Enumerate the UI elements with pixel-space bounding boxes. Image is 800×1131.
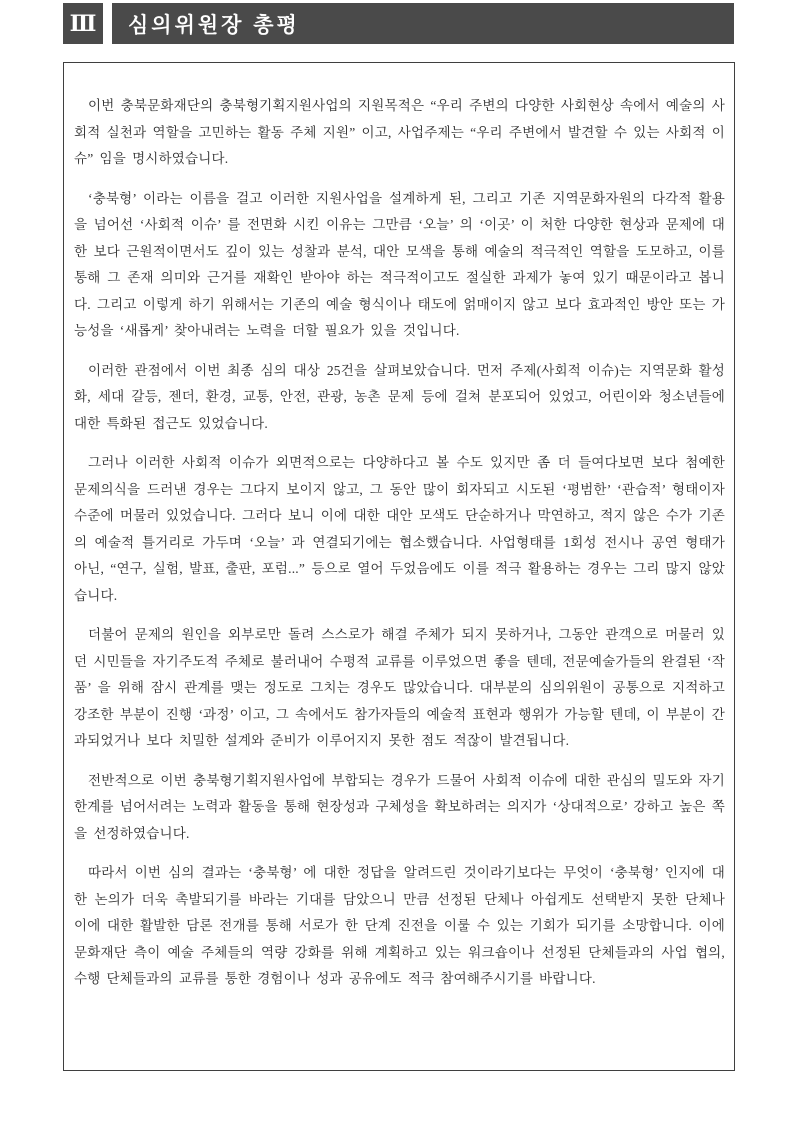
section-header (63, 3, 734, 44)
review-paragraph-purpose: 이번 충북문화재단의 충북형기획지원사업의 지원목적은 “우리 주변의 다양한 사회현상 속에서 예술의 사회적 실천과 역할을 고민하는 활동 주체 지원” 이고, 사업주제는 “우리 주변에서 발견할 수 있는 사회적 이슈” 임을 명시하였습니다. (74, 98, 725, 166)
section-number-box (63, 3, 103, 44)
section-title-bar (112, 3, 734, 44)
review-paragraph-background: ‘충북형’ 이라는 이름을 걸고 이러한 지원사업을 설계하게 된, 그리고 기존 지역문화자원의 다각적 활용을 넘어선 ‘사회적 이슈’ 를 전면화 시킨 이유는 그만큼 ‘오늘’ 의 ‘이곳’ 이 처한 다양한 현상과 문제에 대한 보다 근원적이면서도 깊이 있는 성찰과 분석, 대안 모색을 통해 예술의 적극적인 역할을 도모하고, 이를 통해 그 존재 의미와 근거를 재확인 받아야 하는 적극적이고도 절실한 과제가 놓여 있기 때문이라고 봅니다. 그리고 이렇게 하기 위해서는 기존의 예술 형식이나 태도에 얽매이지 않고 보다 효과적인 방안 또는 가능성을 ‘새롭게’ 찾아내려는 노력을 더할 필요가 있을 것입니다. (74, 190, 725, 338)
section-number: Ⅲ (69, 10, 97, 36)
chair-review-box (63, 62, 735, 1071)
review-paragraph-process: 더불어 문제의 원인을 외부로만 돌려 스스로가 해결 주체가 되지 못하거나, 그동안 관객으로 머물러 있던 시민들을 자기주도적 주체로 불러내어 수평적 교류를 이루었으면 좋을 텐데, 전문예술가들의 완결된 ‘작품’ 을 위해 잠시 관계를 맺는 정도로 그치는 경우도 많았습니다. 대부분의 심의위원이 공통으로 지적하고 강조한 부분이 진행 ‘과정’ 이고, 그 속에서도 참가자들의 예술적 표현과 행위가 가능할 텐데, 이 부분이 간과되었거나 보다 치밀한 설계와 준비가 이루어지지 못한 점도 적잖이 발견됩니다. (74, 627, 725, 748)
review-paragraph-closing: 따라서 이번 심의 결과는 ‘충북형’ 에 대한 정답을 알려드린 것이라기보다는 무엇이 ‘충북형’ 인지에 대한 논의가 더욱 촉발되기를 바라는 기대를 담았으니 만큼 선정된 단체나 아쉽게도 선택받지 못한 단체나 이에 대한 활발한 담론 전개를 통해 서로가 한 단계 진전을 이룰 수 있는 기회가 되기를 소망합니다. 이에 문화재단 측이 예술 주체들의 역량 강화를 위해 계획하고 있는 워크숍이나 선정된 단체들과의 사업 협의, 수행 단체들과의 교류를 통한 경험이나 성과 공유에도 적극 참여해주시기를 바랍니다. (74, 865, 725, 986)
review-paragraph-critique: 그러나 이러한 사회적 이슈가 외면적으로는 다양하다고 볼 수도 있지만 좀 더 들여다보면 보다 첨예한 문제의식을 드러낸 경우는 그다지 보이지 않고, 그 동안 많이 회자되고 시도된 ‘평범한’ ‘관습적’ 형태이자 수준에 머물러 있었습니다. 그러다 보니 이에 대한 대안 모색도 단순하거나 막연하고, 적지 않은 수가 기존의 예술적 틀거리로 가두며 ‘오늘’ 과 연결되기에는 협소했습니다. 사업형태를 1회성 전시나 공연 형태가 아닌, “연구, 실험, 발표, 출판, 포럼...” 등으로 열어 두었음에도 이를 적극 활용하는 경우는 그리 많지 않았습니다. (74, 455, 725, 603)
section-title: 심의위원장 총평 (128, 13, 300, 37)
review-paragraph-selection: 전반적으로 이번 충북형기획지원사업에 부합되는 경우가 드물어 사회적 이슈에 대한 관심의 밀도와 자기 한계를 넘어서려는 노력과 활동을 통해 현장성과 구체성을 확보하려는 의지가 ‘상대적으로’ 강하고 높은 쪽을 선정하였습니다. (74, 772, 725, 841)
review-paragraph-subjects: 이러한 관점에서 이번 최종 심의 대상 25건을 살펴보았습니다. 먼저 주제(사회적 이슈)는 지역문화 활성화, 세대 갈등, 젠더, 환경, 교통, 안전, 관광, 농촌 문제 등에 걸쳐 분포되어 있었고, 어린이와 청소년들에 대한 특화된 접근도 있었습니다. (74, 362, 725, 431)
